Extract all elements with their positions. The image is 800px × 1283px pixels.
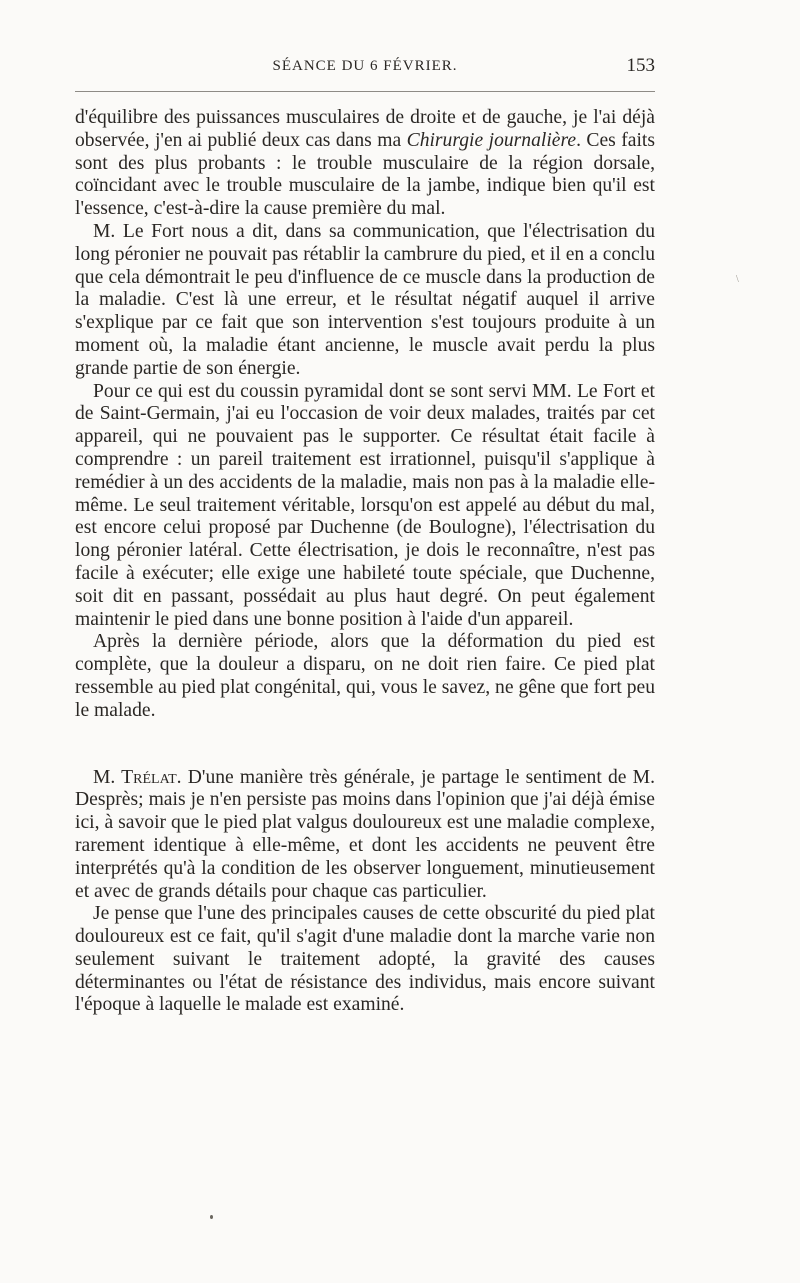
ink-spot <box>210 1215 213 1219</box>
paragraph-speaker <box>75 767 655 904</box>
speaker-name: M. Trélat. <box>93 766 182 788</box>
paragraph: Je pense que l'une des principales causes de cette obscurité du pied plat douloureux est ce fait, qu'il s'agit d'une maladie dont la marche varie non seulement suivant le traitement adopté, la gravité des causes déterminantes ou l'état de résistance des individus, mais encore suivant l'époque à laquelle le malade est examiné. <box>75 903 655 1016</box>
book-title-italic: Chirurgie journalière <box>406 129 577 151</box>
paragraph-text: D'une manière très générale, je partage le sentiment de M. Desprès; mais je n'en persiste pas moins dans l'opinion que j'ai déjà émise ici, à savoir que le pied plat valgus douloureux est une maladie complexe, rarement identique à elle-même, et dont les accidents ne peuvent être interprétés qu'à la condition de les observer longuement, minutieusement et avec de grands détails pour chaque cas particulier. <box>75 766 655 902</box>
body-text <box>75 107 655 1017</box>
header-rule <box>75 91 655 92</box>
section-gap <box>75 723 655 767</box>
margin-mark: \ <box>736 274 739 285</box>
page-header <box>75 55 655 86</box>
running-title: SÉANCE DU 6 FÉVRIER. <box>272 58 458 74</box>
page-number: 153 <box>626 55 655 76</box>
paragraph: M. Le Fort nous a dit, dans sa communication, que l'électrisation du long péronier ne pouvait pas rétablir la cambrure du pied, et il en a conclu que cela démontrait le peu d'influence de ce muscle dans la production de la maladie. C'est là une erreur, et le résultat négatif auquel il arrive s'explique par ce fait que son intervention s'est toujours produite à un moment où, la maladie étant ancienne, le muscle avait perdu la plus grande partie de son énergie. <box>75 220 655 379</box>
paragraph: Après la dernière période, alors que la déformation du pied est complète, que la douleur a disparu, on ne doit rien faire. Ce pied plat ressemble au pied plat congénital, qui, vous le savez, ne gêne que fort peu le malade. <box>75 631 655 721</box>
paragraph-continuation <box>75 107 655 221</box>
paragraph-text: . Ces faits sont des plus probants : le trouble musculaire de la région dorsale, coïncidant avec le trouble musculaire de la jambe, indique bien qu'il est l'essence, c'est-à-dire la cause première du mal. <box>75 129 655 220</box>
paragraph: Pour ce qui est du coussin pyramidal dont se sont servi MM. Le Fort et de Saint-Germain, j'ai eu l'occasion de voir deux malades, traités par cet appareil, qui ne pouvaient pas le supporter. Ce résultat était facile à comprendre : un pareil traitement est irrationnel, puisqu'il s'applique à remédier à un des accidents de la maladie, mais non pas à la maladie elle-même. Le seul traitement véritable, lorsqu'on est appelé au début du mal, est encore celui proposé par Duchenne (de Boulogne), l'électrisation du long péronier latéral. Cette électrisation, je dois le reconnaître, n'est pas facile à exécuter; elle exige une habileté toute spéciale, que Duchenne, soit dit en passant, possédait au plus haut degré. On peut également maintenir le pied dans une bonne position à l'aide d'un appareil. <box>75 380 655 630</box>
paragraph-text: d'équilibre des puissances musculaires de droite et de gauche, je l'ai déjà observée, j'en ai publié deux cas dans ma <box>75 107 655 151</box>
